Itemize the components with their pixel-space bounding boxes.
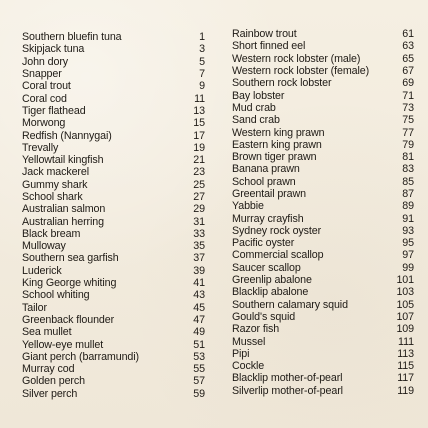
entry-name: Yabbie xyxy=(232,200,264,213)
entry-name: Southern sea garfish xyxy=(22,252,119,265)
index-entry-right-16 xyxy=(232,212,414,224)
entry-name: Black bream xyxy=(22,227,81,240)
entry-page-number: 19 xyxy=(193,141,205,154)
entry-page-number: 53 xyxy=(193,350,205,363)
entry-page-number: 43 xyxy=(193,289,205,302)
entry-name: Australian herring xyxy=(22,215,104,228)
entry-page-number: 29 xyxy=(193,203,205,216)
entry-page-number: 45 xyxy=(193,301,205,314)
entry-name: Pacific oyster xyxy=(232,237,295,250)
index-entry-left-8 xyxy=(22,117,205,129)
index-entry-left-15 xyxy=(22,203,205,215)
index-entry-right-19 xyxy=(232,249,414,261)
index-entry-left-30 xyxy=(22,388,205,400)
entry-page-number: 1 xyxy=(199,31,205,44)
index-entry-left-3 xyxy=(22,56,205,68)
entry-page-number: 11 xyxy=(194,92,205,105)
entry-page-number: 9 xyxy=(199,80,205,93)
index-entry-left-13 xyxy=(22,179,205,191)
entry-page-number: 87 xyxy=(402,188,414,200)
entry-name: Western king prawn xyxy=(232,126,325,139)
index-entry-right-23 xyxy=(232,299,414,311)
entry-name: Sea mullet xyxy=(22,326,72,339)
index-entry-left-23 xyxy=(22,302,205,314)
entry-name: Greenlip abalone xyxy=(232,274,312,287)
index-entry-right-2 xyxy=(232,40,414,52)
index-entry-left-14 xyxy=(22,191,205,203)
entry-page-number: 33 xyxy=(193,227,205,240)
index-entry-right-4 xyxy=(232,65,414,77)
entry-name: Coral cod xyxy=(22,92,67,105)
index-entry-right-28 xyxy=(232,360,414,372)
entry-name: Snapper xyxy=(22,68,62,81)
entry-page-number: 25 xyxy=(193,178,205,191)
index-entry-left-19 xyxy=(22,252,205,264)
entry-name: School whiting xyxy=(22,289,90,302)
entry-page-number: 85 xyxy=(402,175,414,188)
entry-page-number: 55 xyxy=(193,363,205,376)
entry-page-number: 51 xyxy=(193,338,205,351)
entry-name: Pipi xyxy=(232,347,250,360)
entry-name: Silverlip mother-of-pearl xyxy=(232,384,343,397)
entry-page-number: 3 xyxy=(199,43,205,56)
entry-name: Murray cod xyxy=(22,363,75,376)
entry-name: Mud crab xyxy=(232,101,276,114)
entry-name: Saucer scallop xyxy=(232,261,301,274)
entry-page-number: 5 xyxy=(199,55,205,68)
entry-page-number: 15 xyxy=(193,117,205,130)
index-entry-right-30 xyxy=(232,385,414,397)
entry-page-number: 71 xyxy=(402,89,414,102)
index-entry-left-11 xyxy=(22,154,205,166)
entry-name: Bay lobster xyxy=(232,89,285,102)
entry-name: Morwong xyxy=(22,117,66,130)
index-entry-right-20 xyxy=(232,262,414,274)
entry-page-number: 105 xyxy=(396,298,414,311)
entry-name: Blacklip abalone xyxy=(232,286,309,299)
entry-name: Coral trout xyxy=(22,80,71,93)
entry-page-number: 115 xyxy=(397,360,414,373)
index-entry-right-27 xyxy=(232,348,414,360)
entry-page-number: 95 xyxy=(402,237,414,250)
entry-name: Southern bluefin tuna xyxy=(22,31,122,44)
entry-page-number: 31 xyxy=(193,215,205,228)
entry-page-number: 49 xyxy=(193,326,205,339)
entry-name: Jack mackerel xyxy=(22,166,89,179)
index-entry-right-29 xyxy=(232,372,414,384)
entry-name: Yellowtail kingfish xyxy=(22,154,104,167)
index-entry-right-5 xyxy=(232,77,414,89)
entry-page-number: 113 xyxy=(397,347,414,360)
entry-page-number: 73 xyxy=(402,101,414,114)
entry-name: John dory xyxy=(22,55,69,68)
index-entry-right-9 xyxy=(232,126,414,138)
index-entry-left-9 xyxy=(22,129,205,141)
entry-page-number: 77 xyxy=(402,126,414,139)
index-entry-left-22 xyxy=(22,289,205,301)
index-entry-left-27 xyxy=(22,351,205,363)
index-entry-right-8 xyxy=(232,114,414,126)
index-entry-right-25 xyxy=(232,323,414,335)
index-entry-right-18 xyxy=(232,237,414,249)
entry-page-number: 37 xyxy=(193,252,205,265)
entry-name: Mussel xyxy=(232,335,266,348)
entry-page-number: 61 xyxy=(402,28,414,41)
entry-page-number: 79 xyxy=(402,138,414,151)
entry-page-number: 101 xyxy=(396,274,414,287)
index-entry-left-5 xyxy=(22,80,205,92)
entry-page-number: 21 xyxy=(193,154,205,167)
entry-page-number: 119 xyxy=(397,384,414,397)
entry-name: School shark xyxy=(22,191,83,203)
entry-name: Golden perch xyxy=(22,375,85,388)
entry-page-number: 65 xyxy=(402,52,414,65)
index-entry-left-18 xyxy=(22,240,205,252)
index-entry-right-21 xyxy=(232,274,414,286)
right-index-list xyxy=(232,28,414,397)
entry-name: Western rock lobster (male) xyxy=(232,52,361,65)
entry-name: Giant perch (barramundi) xyxy=(22,350,139,363)
entry-name: Redfish (Nannygai) xyxy=(22,129,112,142)
entry-page-number: 27 xyxy=(193,191,205,203)
entry-name: Brown tiger prawn xyxy=(232,151,317,164)
entry-name: Mulloway xyxy=(22,240,66,253)
entry-name: Eastern king prawn xyxy=(232,138,322,151)
entry-page-number: 23 xyxy=(193,166,205,179)
entry-page-number: 103 xyxy=(396,286,414,299)
entry-name: School prawn xyxy=(232,175,296,188)
entry-name: Luderick xyxy=(22,264,62,277)
entry-page-number: 107 xyxy=(396,310,414,323)
entry-page-number: 69 xyxy=(402,77,414,90)
index-entry-right-7 xyxy=(232,102,414,114)
entry-name: Rainbow trout xyxy=(232,28,297,41)
entry-page-number: 89 xyxy=(402,200,414,213)
entry-name: Razor fish xyxy=(232,323,280,336)
entry-name: Murray crayfish xyxy=(232,212,304,225)
index-entry-left-21 xyxy=(22,277,205,289)
entry-name: Greenback flounder xyxy=(22,313,115,326)
entry-page-number: 111 xyxy=(398,335,414,348)
entry-page-number: 17 xyxy=(193,129,205,142)
entry-name: Trevally xyxy=(22,141,59,154)
entry-name: Western rock lobster (female) xyxy=(232,65,370,78)
index-entry-left-4 xyxy=(22,68,205,80)
entry-name: Southern rock lobster xyxy=(232,77,332,90)
index-entry-right-6 xyxy=(232,89,414,101)
entry-page-number: 59 xyxy=(193,387,205,400)
index-entry-right-13 xyxy=(232,176,414,188)
entry-page-number: 93 xyxy=(402,224,414,237)
index-entry-left-28 xyxy=(22,363,205,375)
entry-page-number: 57 xyxy=(193,375,205,388)
index-entry-left-2 xyxy=(22,43,205,55)
index-entry-left-17 xyxy=(22,228,205,240)
entry-page-number: 83 xyxy=(402,163,414,176)
entry-name: Gould's squid xyxy=(232,310,296,323)
entry-page-number: 117 xyxy=(397,372,414,385)
entry-page-number: 97 xyxy=(402,249,414,262)
index-entry-left-12 xyxy=(22,166,205,178)
entry-page-number: 35 xyxy=(193,240,205,253)
entry-name: Short finned eel xyxy=(232,40,306,53)
entry-name: Tailor xyxy=(22,301,47,314)
index-entry-left-7 xyxy=(22,105,205,117)
entry-page-number: 39 xyxy=(193,264,205,277)
index-entry-left-1 xyxy=(22,31,205,43)
index-entry-right-14 xyxy=(232,188,414,200)
entry-name: Sand crab xyxy=(232,114,280,127)
index-entry-left-24 xyxy=(22,314,205,326)
entry-name: Commercial scallop xyxy=(232,249,324,262)
index-entry-left-25 xyxy=(22,326,205,338)
index-entry-right-11 xyxy=(232,151,414,163)
entry-page-number: 109 xyxy=(396,323,414,336)
entry-name: Greentail prawn xyxy=(232,188,306,200)
index-entry-right-12 xyxy=(232,163,414,175)
entry-page-number: 81 xyxy=(402,151,414,164)
entry-page-number: 91 xyxy=(402,212,414,225)
entry-name: King George whiting xyxy=(22,277,117,290)
entry-name: Tiger flathead xyxy=(22,104,86,117)
index-entry-left-29 xyxy=(22,375,205,387)
index-entry-left-6 xyxy=(22,92,205,104)
entry-name: Blacklip mother-of-pearl xyxy=(232,372,343,385)
index-entry-left-16 xyxy=(22,215,205,227)
entry-name: Cockle xyxy=(232,360,265,373)
index-entry-right-10 xyxy=(232,139,414,151)
entry-page-number: 63 xyxy=(402,40,414,53)
index-entry-left-10 xyxy=(22,142,205,154)
index-entry-right-26 xyxy=(232,335,414,347)
index-entry-left-26 xyxy=(22,338,205,350)
entry-name: Skipjack tuna xyxy=(22,43,85,56)
index-entry-right-3 xyxy=(232,53,414,65)
entry-page-number: 99 xyxy=(402,261,414,274)
index-entry-left-20 xyxy=(22,265,205,277)
entry-page-number: 41 xyxy=(193,277,205,290)
index-entry-right-24 xyxy=(232,311,414,323)
left-index-list xyxy=(22,31,205,400)
index-entry-right-1 xyxy=(232,28,414,40)
entry-page-number: 47 xyxy=(193,313,205,326)
entry-name: Yellow-eye mullet xyxy=(22,338,104,351)
entry-name: Australian salmon xyxy=(22,203,106,216)
index-entry-right-22 xyxy=(232,286,414,298)
entry-name: Banana prawn xyxy=(232,163,300,176)
entry-name: Southern calamary squid xyxy=(232,298,348,311)
entry-name: Silver perch xyxy=(22,387,78,400)
entry-page-number: 7 xyxy=(199,68,205,81)
entry-name: Gummy shark xyxy=(22,178,88,191)
index-entry-right-17 xyxy=(232,225,414,237)
entry-page-number: 13 xyxy=(193,104,205,117)
entry-name: Sydney rock oyster xyxy=(232,224,322,237)
entry-page-number: 67 xyxy=(402,65,414,78)
index-entry-right-15 xyxy=(232,200,414,212)
entry-page-number: 75 xyxy=(402,114,414,127)
